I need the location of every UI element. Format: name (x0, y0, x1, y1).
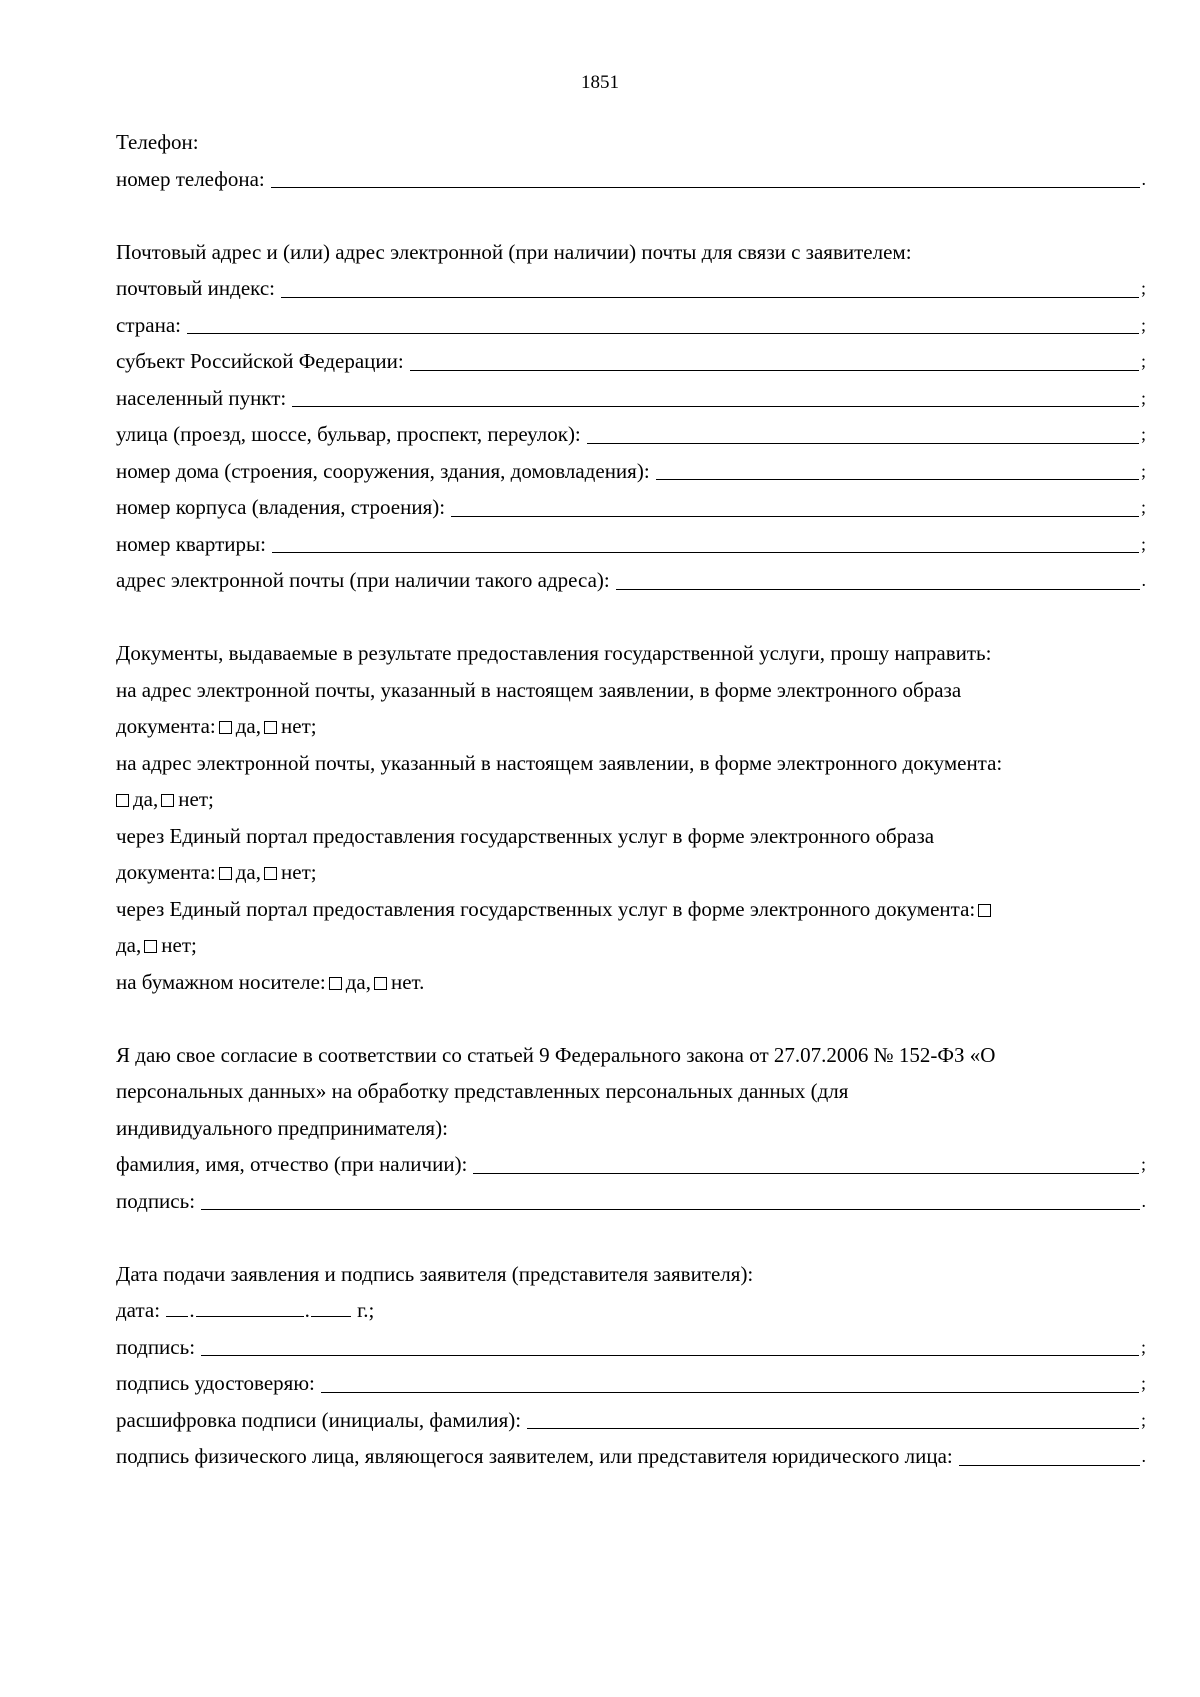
delivery-option-portal-image: через Единый портал предоставления государственных услуг в форме электронного образа (116, 823, 935, 848)
field-blank[interactable] (451, 516, 1139, 517)
section-gap (116, 1219, 1146, 1256)
field-terminator: ; (1140, 314, 1146, 335)
field-blank[interactable] (201, 1209, 1139, 1210)
delivery-option-portal-document (116, 891, 1146, 928)
application-form (116, 124, 1146, 1475)
field-label: расшифровка подписи (инициалы, фамилия): (116, 1407, 522, 1432)
field-terminator: . (1141, 1446, 1146, 1466)
submission-heading: Дата подачи заявления и подпись заявителя (представителя заявителя): (116, 1261, 754, 1286)
field-terminator: . (1141, 168, 1146, 189)
consent-text-line1: Я даю свое согласие в соответствии со статьей 9 Федерального закона от 27.07.2006 № 152-ФЗ «О (116, 1042, 996, 1067)
field-label: субъект Российской Федерации: (116, 349, 404, 373)
field-terminator: . (1141, 1190, 1146, 1211)
field-label: адрес электронной почты (при наличии такого адреса): (116, 568, 610, 592)
no-checkbox[interactable] (161, 794, 174, 807)
option-text: через Единый портал предоставления государственных услуг в форме электронного документа: (116, 896, 976, 921)
submission-signature-field[interactable] (116, 1329, 1146, 1366)
consent-name-field[interactable] (116, 1146, 1146, 1183)
person-signature-field[interactable] (116, 1438, 1146, 1475)
yes-label: да, (235, 714, 262, 738)
delivery-option-email-document-choice (116, 781, 1146, 818)
field-blank[interactable] (527, 1428, 1139, 1429)
field-label: номер дома (строения, сооружения, здания, домовладения): (116, 458, 650, 483)
date-day-blank[interactable] (166, 1316, 188, 1317)
delivery-option-email-image-choice (116, 708, 1146, 745)
field-terminator: ; (1140, 424, 1146, 444)
certify-signature-field[interactable] (116, 1365, 1146, 1402)
yes-checkbox[interactable] (219, 867, 232, 880)
field-blank[interactable] (587, 443, 1139, 444)
phone-number-blank[interactable] (271, 187, 1140, 188)
field-blank[interactable] (959, 1465, 1140, 1466)
field-label: фамилия, имя, отчество (при наличии): (116, 1152, 468, 1176)
field-blank[interactable] (616, 589, 1140, 590)
phone-heading: Телефон: (116, 130, 199, 154)
field-label: подпись: (116, 1188, 196, 1213)
field-blank[interactable] (281, 297, 1139, 298)
field-label: подпись удостоверяю: (116, 1371, 315, 1395)
no-label: нет; (281, 714, 317, 738)
field-blank[interactable] (292, 406, 1139, 407)
submission-date-field (116, 1292, 1146, 1329)
date-month-blank[interactable] (196, 1316, 304, 1317)
email-field[interactable] (116, 562, 1146, 599)
page-number: 1851 (581, 72, 619, 93)
option-prefix: документа: (116, 860, 216, 884)
yes-label: да, (235, 860, 262, 884)
field-terminator: ; (1140, 351, 1146, 371)
field-blank[interactable] (410, 370, 1139, 371)
address-fields (116, 270, 1146, 599)
postal-code-field[interactable] (116, 270, 1146, 307)
delivery-option-email-document: на адрес электронной почты, указанный в настоящем заявлении, в форме электронного документа: (116, 750, 1003, 775)
yes-label: да, (345, 969, 371, 994)
house-number-field[interactable] (116, 453, 1146, 490)
date-year-suffix: г.; (357, 1298, 375, 1322)
no-checkbox[interactable] (264, 721, 277, 734)
field-label: подпись физического лица, являющегося заявителем, или представителя юридического лица: (116, 1444, 953, 1468)
field-label: подпись: (116, 1334, 196, 1359)
delivery-option-portal-image-choice (116, 854, 1146, 891)
option-prefix: документа: (116, 714, 216, 738)
date-label: дата: (116, 1298, 161, 1322)
no-checkbox[interactable] (264, 867, 277, 880)
field-blank[interactable] (187, 333, 1139, 334)
consent-text-line2: персональных данных» на обработку представленных персональных данных (для (116, 1079, 849, 1103)
signature-decode-field[interactable] (116, 1402, 1146, 1439)
street-field[interactable] (116, 416, 1146, 453)
yes-checkbox[interactable] (329, 977, 342, 990)
consent-text-line3: индивидуального предпринимателя): (116, 1115, 448, 1140)
apartment-number-field[interactable] (116, 526, 1146, 563)
field-terminator: ; (1140, 497, 1146, 517)
no-checkbox[interactable] (374, 977, 387, 990)
field-blank[interactable] (272, 552, 1139, 553)
field-blank[interactable] (473, 1173, 1139, 1174)
field-label: номер корпуса (владения, строения): (116, 495, 446, 519)
region-field[interactable] (116, 343, 1146, 380)
no-label: нет; (178, 787, 214, 811)
field-label: страна: (116, 312, 181, 337)
section-gap (116, 1000, 1146, 1037)
field-terminator: ; (1140, 1409, 1146, 1430)
address-heading: Почтовый адрес и (или) адрес электронной (при наличии) почты для связи с заявителем: (116, 239, 912, 264)
delivery-option-email-image: на адрес электронной почты, указанный в настоящем заявлении, в форме электронного образа (116, 677, 962, 702)
field-terminator: ; (1140, 533, 1146, 554)
field-blank[interactable] (321, 1392, 1139, 1393)
field-blank[interactable] (201, 1355, 1139, 1356)
yes-label: да, (116, 933, 142, 957)
date-separator: . (189, 1298, 195, 1322)
no-label: нет. (391, 969, 425, 994)
field-label: улица (проезд, шоссе, бульвар, проспект, переулок): (116, 422, 581, 446)
section-gap (116, 197, 1146, 234)
field-label: населенный пункт: (116, 385, 287, 410)
field-terminator: ; (1140, 1373, 1146, 1393)
no-label: нет; (281, 860, 317, 884)
delivery-option-portal-document-choice (116, 927, 1146, 964)
date-separator: . (304, 1298, 310, 1322)
yes-label: да, (133, 787, 159, 811)
field-label: номер квартиры: (116, 531, 266, 556)
yes-checkbox[interactable] (219, 721, 232, 734)
field-terminator: ; (1140, 460, 1146, 481)
no-label: нет; (161, 933, 197, 957)
phone-number-field[interactable] (116, 161, 1146, 198)
field-terminator: ; (1140, 1154, 1146, 1174)
field-terminator: ; (1140, 1336, 1146, 1357)
country-field[interactable] (116, 307, 1146, 344)
field-terminator: ; (1140, 278, 1146, 298)
locality-field[interactable] (116, 380, 1146, 417)
yes-checkbox[interactable] (116, 794, 129, 807)
no-checkbox[interactable] (144, 940, 157, 953)
field-terminator: . (1141, 570, 1146, 590)
consent-signature-field[interactable] (116, 1183, 1146, 1220)
delivery-option-paper (116, 964, 1146, 1001)
phone-number-label: номер телефона: (116, 166, 265, 191)
documents-heading: Документы, выдаваемые в результате предоставления государственной услуги, прошу направить: (116, 641, 992, 665)
building-number-field[interactable] (116, 489, 1146, 526)
yes-checkbox[interactable] (978, 904, 991, 917)
field-blank[interactable] (656, 479, 1139, 480)
section-gap (116, 599, 1146, 636)
field-terminator: ; (1140, 387, 1146, 408)
date-year-blank[interactable] (311, 1316, 351, 1317)
option-prefix: на бумажном носителе: (116, 969, 326, 994)
field-label: почтовый индекс: (116, 276, 275, 300)
